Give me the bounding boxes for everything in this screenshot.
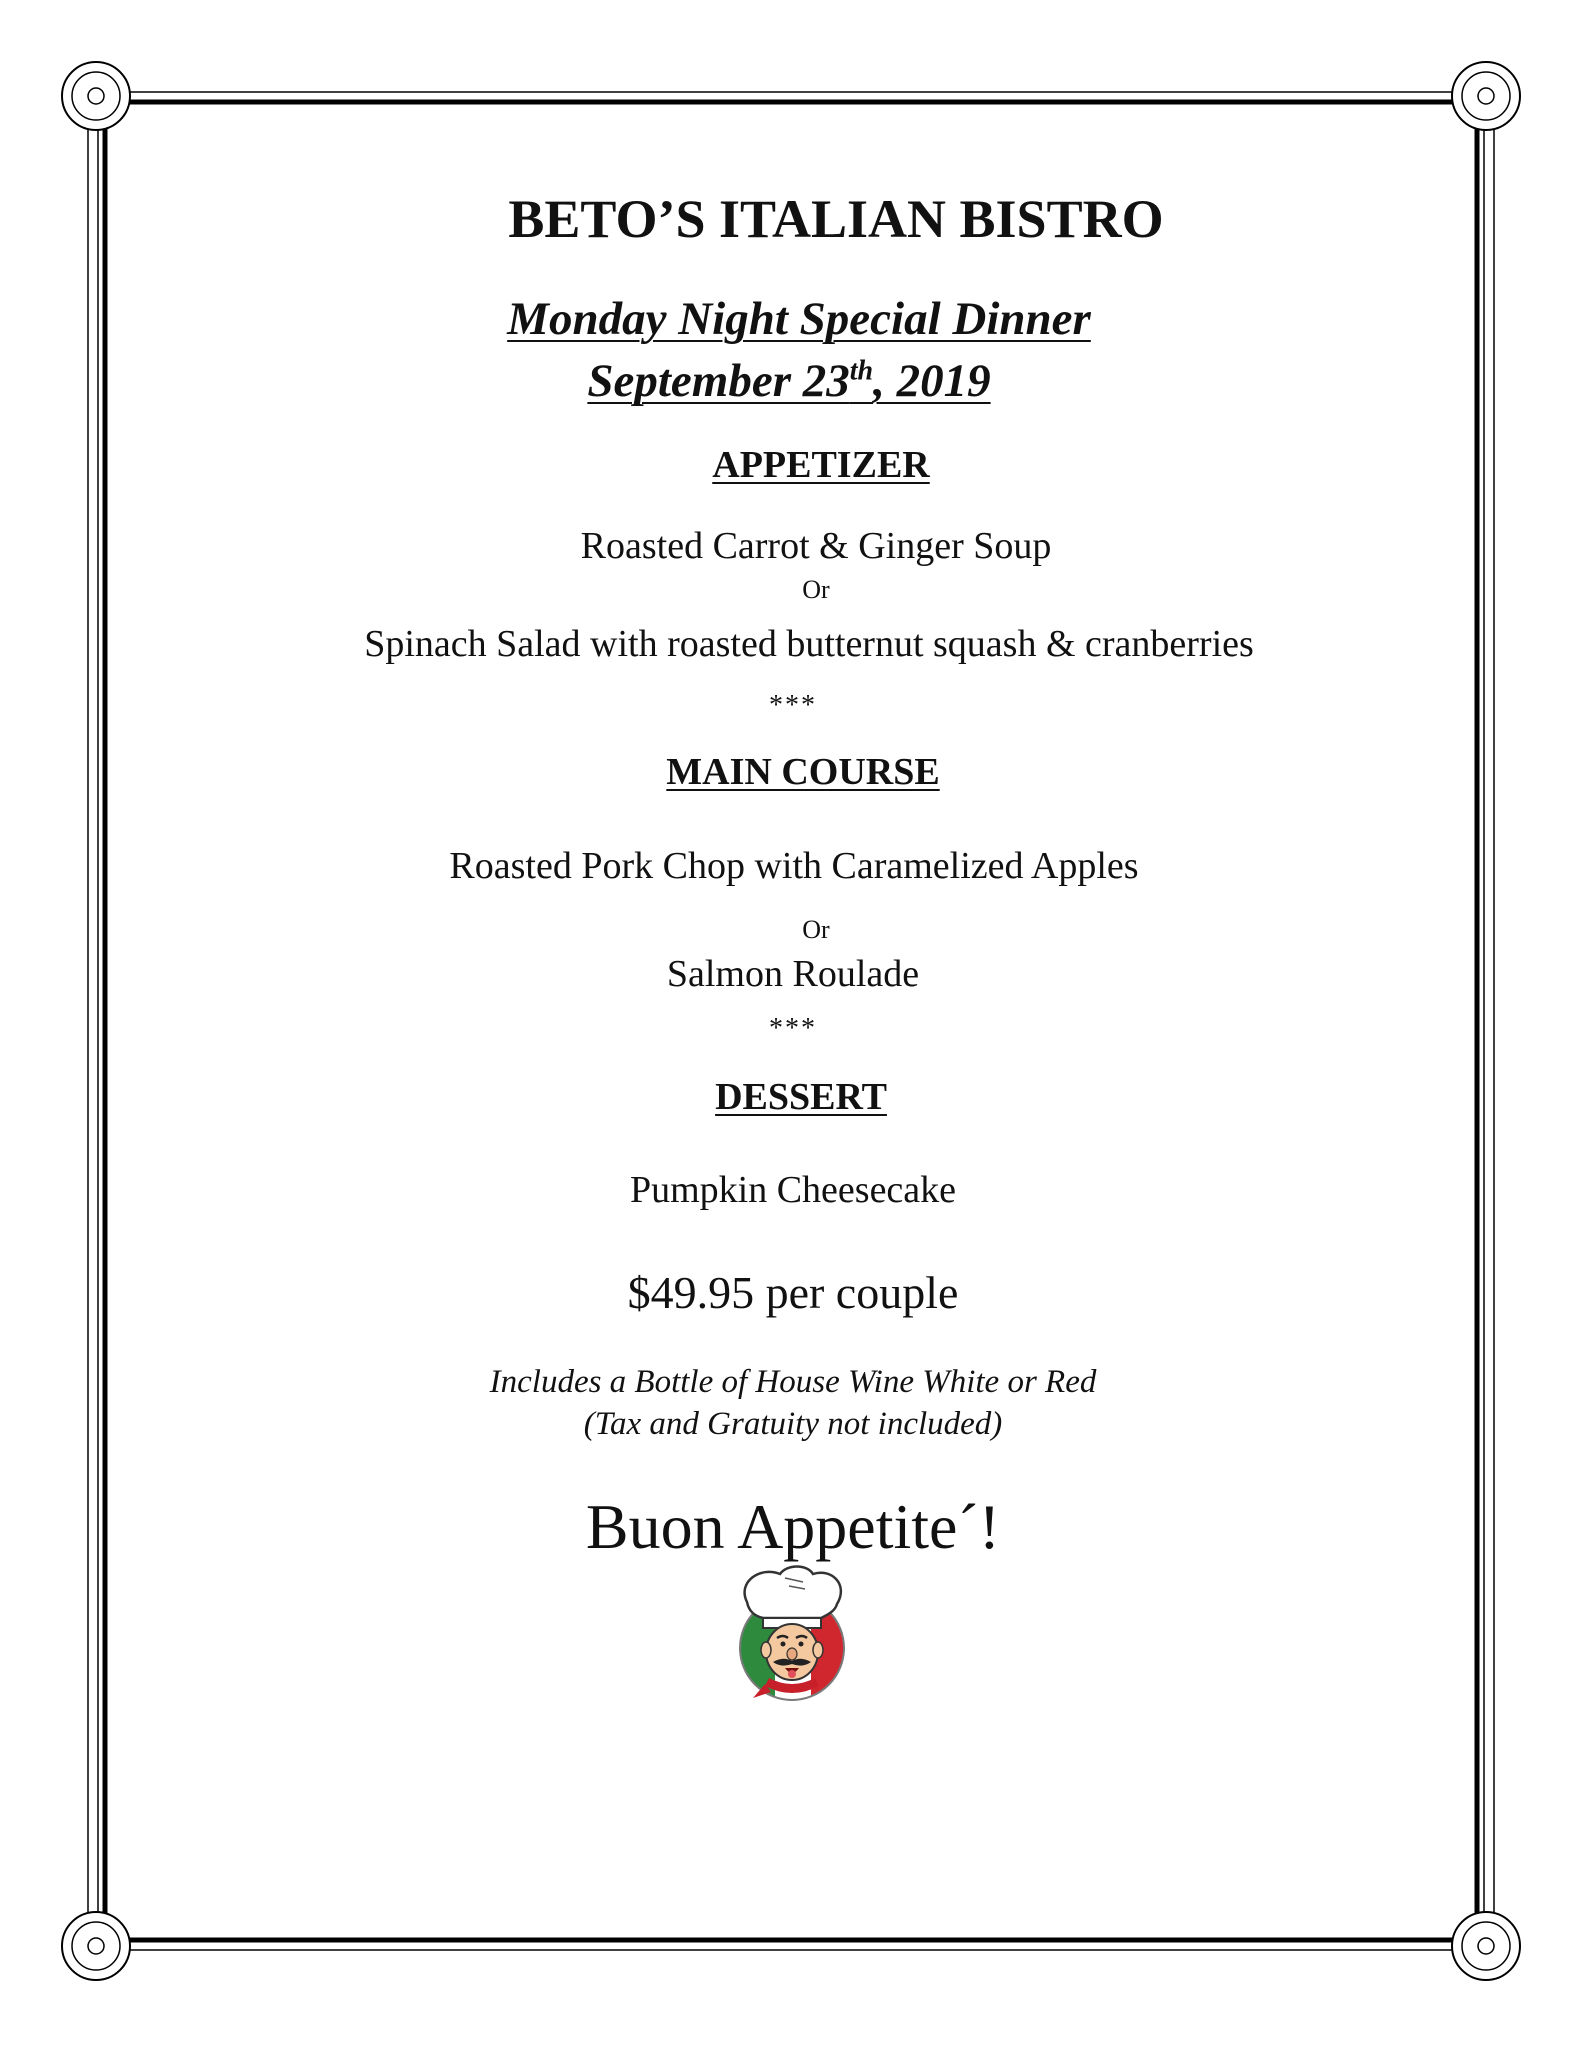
corner-rosette-top-right: [1452, 62, 1520, 130]
menu-date-ordinal: th: [849, 355, 874, 387]
corner-rosette-bottom-right: [1452, 1912, 1520, 1980]
divider-stars-1: ***: [769, 690, 817, 721]
divider-stars-2: ***: [769, 1013, 817, 1044]
section-heading-dessert: DESSERT: [715, 1076, 887, 1118]
menu-subtitle: Monday Night Special Dinner: [507, 293, 1091, 345]
main-course-option-1: Roasted Pork Chop with Caramelized Apples: [449, 845, 1139, 887]
corner-rosette-bottom-left: [62, 1912, 130, 1980]
menu-date: [0, 354, 1580, 408]
price-note-tax: (Tax and Gratuity not included): [583, 1406, 1003, 1442]
main-course-option-2: Salmon Roulade: [666, 953, 920, 995]
section-heading-main-course: MAIN COURSE: [666, 751, 940, 793]
appetizer-or-separator: Or: [802, 575, 830, 604]
closing-greeting: Buon Appetite´!: [585, 1491, 1001, 1562]
restaurant-name: BETO’S ITALIAN BISTRO: [508, 189, 1164, 249]
menu-price: $49.95 per couple: [627, 1267, 959, 1318]
menu-date-year: , 2019: [873, 355, 991, 407]
menu-date-month-day: September 23: [587, 355, 850, 407]
corner-rosette-top-left: [62, 62, 130, 130]
main-course-or-separator: Or: [802, 915, 830, 944]
appetizer-option-1: Roasted Carrot & Ginger Soup: [580, 525, 1052, 567]
dessert-item: Pumpkin Cheesecake: [629, 1169, 957, 1211]
price-note-wine: Includes a Bottle of House Wine White or Red: [489, 1364, 1097, 1400]
appetizer-option-2: Spinach Salad with roasted butternut squash & cranberries: [364, 623, 1254, 665]
section-heading-appetizer: APPETIZER: [712, 444, 930, 486]
chef-mascot-icon: [725, 1562, 860, 1710]
